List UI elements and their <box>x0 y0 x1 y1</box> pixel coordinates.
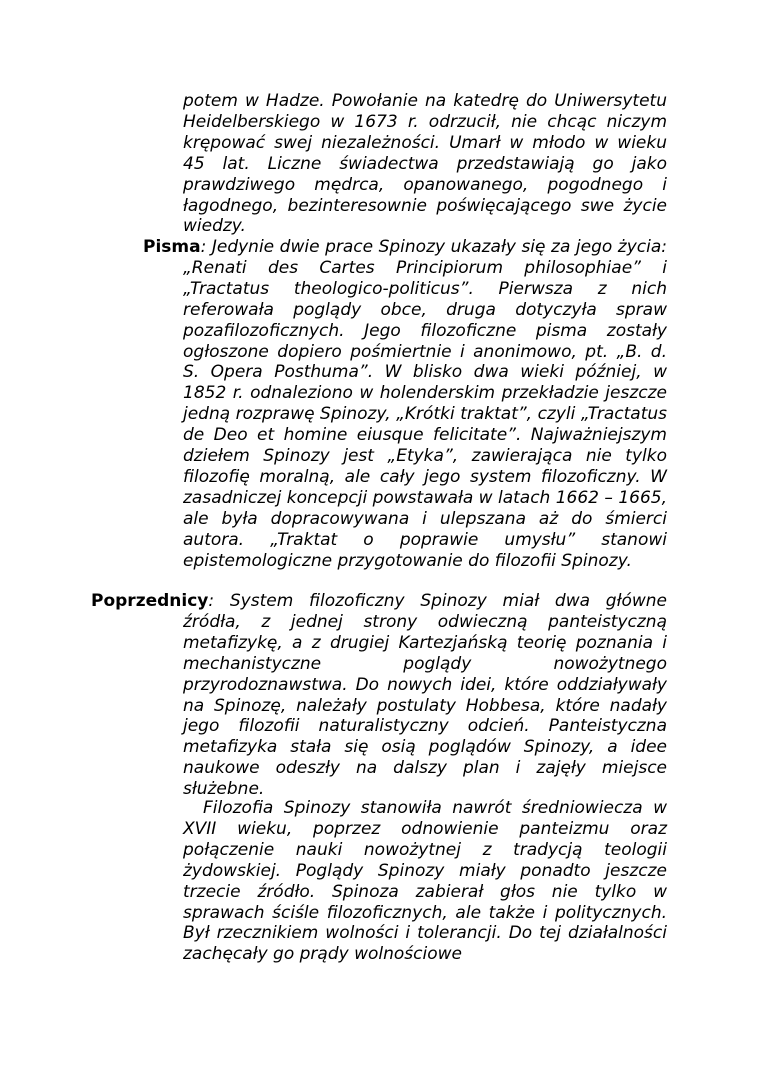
paragraph-pisma-text: : Jedynie dwie prace Spinozy ukazały się za jego życia: „Renati des Cartes Principiorum philosophiae” i „Tractatus theologico-politicus”. Pierwsza z nich referowała poglądy obce, druga dotyczyła spraw pozafilozoficznych. Jego filozoficzne pisma zostały ogłoszone dopiero pośmiertnie i anonimowo, pt. „B. d. S. Opera Posthuma”. W blisko dwa wieki później, w 1852 r. odnaleziono w holenderskim przekładzie jeszcze jedną rozprawę Spinozy, „Krótki traktat”, czyli „Tractatus de Deo et homine eiusque felicitate”. Najważniejszym dziełem Spinozy jest „Etyka”, zawierająca nie tylko filozofię moralną, ale cały jego system filozoficzny. W zasadniczej koncepcji powstawała w latach 1662 – 1665, ale była dopracowywana i ulepszana aż do śmierci autora. „Traktat o poprawie umysłu” stanowi epistemologiczne przygotowanie do filozofii Spinozy. <box>183 237 667 571</box>
term-poprzednicy: Poprzednicy <box>91 591 209 611</box>
paragraph-intro: potem w Hadze. Powołanie na katedrę do Uniwersytetu Heidelberskiego w 1673 r. odrzucił, nie chcąc niczym krępować swej niezależności. Umarł w młodo w wieku 45 lat. Liczne świadectwa przedstawiają go jako prawdziwego mędrca, opanowanego, pogodnego i łagodnego, bezinteresownie poświęcającego swe życie wiedzy. <box>183 91 667 237</box>
paragraph-poprzednicy <box>91 591 667 800</box>
paragraph-poprzednicy-text: : System filozoficzny Spinozy miał dwa główne źródła, z jednej strony odwieczną panteistyczną metafizykę, a z drugiej Kartezjańską teorię poznania i mechanistyczne poglądy nowożytnego przyrodoznawstwa. Do nowych idei, które oddziaływały na Spinozę, należały postulaty Hobbesa, które nadały jego filozofii naturalistyczny odcień. Panteistyczna metafizyka stała się osią poglądów Spinozy, a idee naukowe odeszły na dalszy plan i zajęły miejsce służebne. <box>183 591 667 800</box>
paragraph-pisma <box>143 237 667 572</box>
paragraph-filozofia: Filozofia Spinozy stanowiła nawrót średniowiecza w XVII wieku, poprzez odnowienie panteizmu oraz połączenie nauki nowożytnej z tradycją teologii żydowskiej. Poglądy Spinozy miały ponadto jeszcze trzecie źródło. Spinoza zabierał głos nie tylko w sprawach ściśle filozoficznych, ale także i politycznych. Był rzecznikiem wolności i tolerancji. Do tej działalności zachęcały go prądy wolnościowe <box>183 798 667 965</box>
term-pisma: Pisma <box>143 237 201 257</box>
